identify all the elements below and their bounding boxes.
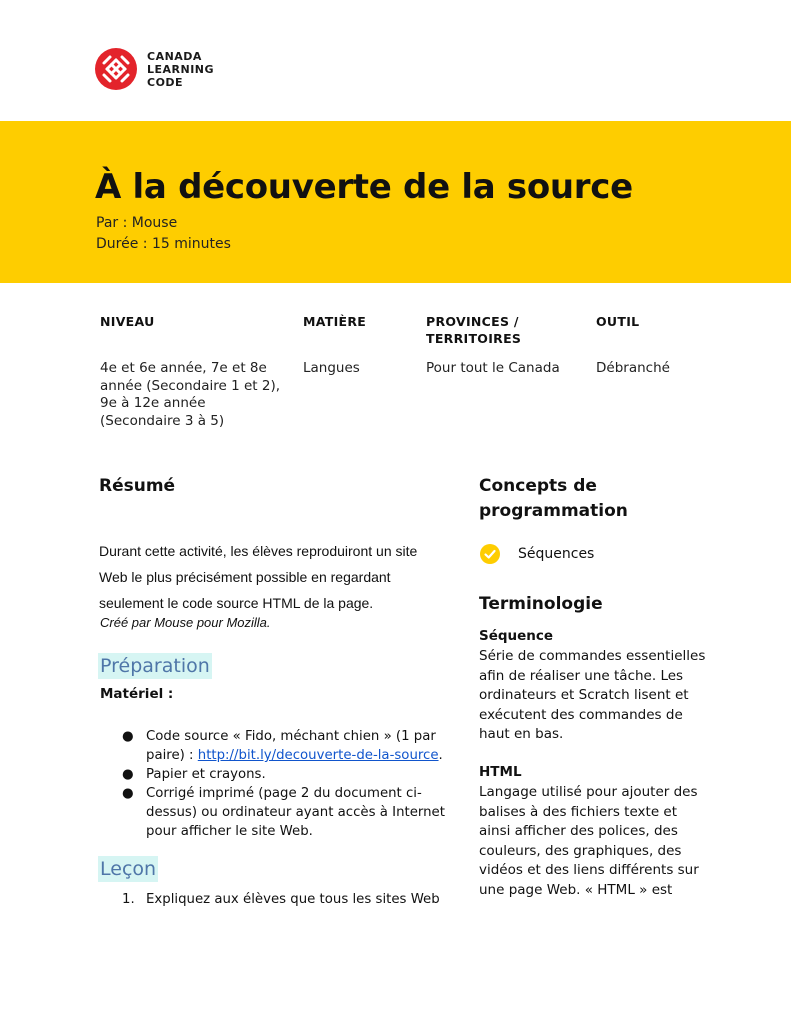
logo-line-1: CANADA xyxy=(147,49,202,63)
lesson-steps xyxy=(100,890,460,909)
provinces-header: PROVINCES / TERRITOIRES xyxy=(426,314,522,346)
step-number: 1. xyxy=(122,892,135,907)
lesson-heading: Leçon xyxy=(100,858,157,880)
bullet-icon: ● xyxy=(122,767,134,782)
page-title: À la découverte de la source xyxy=(95,167,633,207)
provinces-value: Pour tout le Canada xyxy=(426,360,560,376)
term-html: HTML xyxy=(479,764,522,780)
check-circle-icon xyxy=(480,544,500,564)
material-text: Code source « Fido, méchant chien » (1 par paire) : xyxy=(146,729,436,763)
level-header: NIVEAU xyxy=(100,314,155,329)
author-line: Par : Mouse xyxy=(96,215,178,231)
bullet-icon: ● xyxy=(122,729,134,744)
term-sequence: Séquence xyxy=(479,628,554,644)
subject-header: MATIÈRE xyxy=(303,314,367,329)
step-text: Expliquez aux élèves que tous les sites Web xyxy=(146,892,440,907)
subject-value: Langues xyxy=(303,360,360,376)
source-code-link[interactable]: http://bit.ly/decouverte-de-la-source xyxy=(197,748,439,763)
material-text-end: . xyxy=(438,748,443,763)
summary-text: Durant cette activité, les élèves reproduiront un site Web le plus précisément possible en regardant seulement le code source HTML de la page. xyxy=(99,543,418,611)
material-text: Corrigé imprimé (page 2 du document ci-dessus) ou ordinateur ayant accès à Internet pour afficher le site Web. xyxy=(146,786,445,839)
material-text: Papier et crayons. xyxy=(146,767,266,782)
tool-header: OUTIL xyxy=(596,314,640,329)
list-item xyxy=(100,890,460,909)
tool-value: Débranché xyxy=(596,360,670,376)
logo-wordmark xyxy=(147,50,214,89)
logo-line-3: CODE xyxy=(147,75,184,89)
list-item xyxy=(100,765,460,784)
concept-label: Séquences xyxy=(518,546,595,562)
list-item xyxy=(100,727,460,765)
summary-credit: Créé par Mouse pour Mozilla. xyxy=(100,615,271,630)
materials-label: Matériel : xyxy=(100,686,174,702)
duration-line: Durée : 15 minutes xyxy=(96,236,231,252)
summary-heading: Résumé xyxy=(99,476,176,496)
level-value: 4e et 6e année, 7e et 8e année (Secondaire 1 et 2), 9e à 12e année (Secondaire 3 à 5) xyxy=(100,360,281,429)
logo-line-2: LEARNING xyxy=(147,62,215,76)
concepts-heading: Concepts de programmation xyxy=(479,476,628,521)
materials-list xyxy=(100,727,460,841)
preparation-heading: Préparation xyxy=(100,655,210,677)
terminology-heading: Terminologie xyxy=(479,594,603,614)
bullet-icon: ● xyxy=(122,786,134,801)
list-item xyxy=(100,784,460,841)
definition-html: Langage utilisé pour ajouter des balises à des fichiers texte et ainsi afficher des polices, des couleurs, des graphiques, des vidéos et des liens différents sur une page Web. « HTML » est xyxy=(479,784,699,898)
definition-sequence: Série de commandes essentielles afin de réaliser une tâche. Les ordinateurs et Scratch lisent et exécutent des commandes de haut en bas. xyxy=(479,648,706,742)
canada-learning-code-logo xyxy=(95,48,214,90)
concept-item xyxy=(480,544,594,564)
logo-mark-icon xyxy=(95,48,137,90)
